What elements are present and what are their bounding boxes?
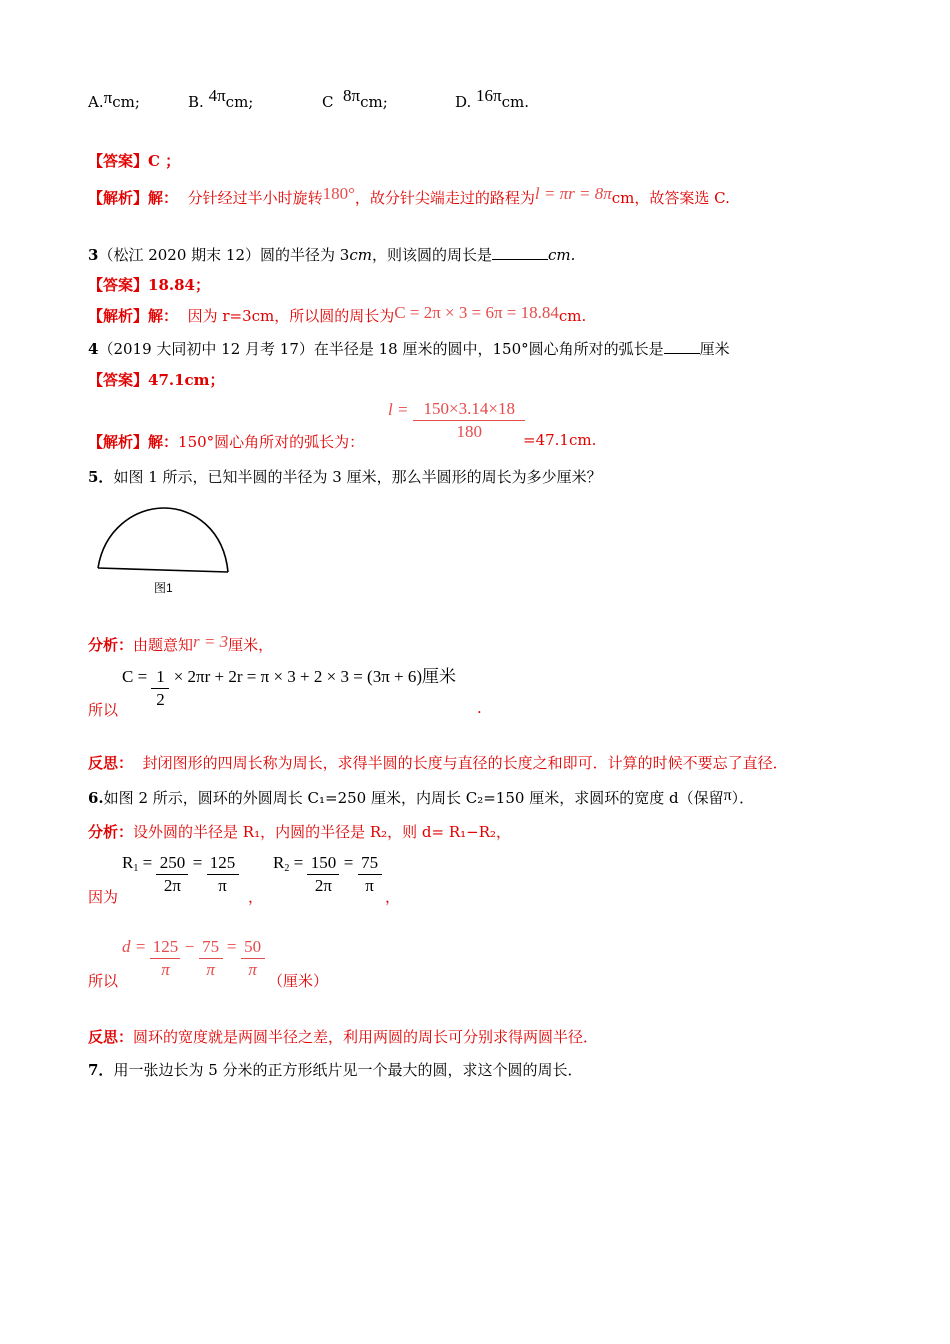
option-a: A.πcm; bbox=[88, 88, 140, 111]
q4-analysis: 【解析】解：150°圆心角所对的弧长为： bbox=[88, 433, 365, 451]
semicircle-diameter bbox=[98, 568, 228, 572]
q3-answer: 【答案】18.84； bbox=[88, 276, 210, 294]
q3-blank bbox=[492, 245, 548, 260]
q5-formula: C = $\frac{1}{2}$ × 2πr + 2r = π × 3 + 2 × 3 = (3π + 6)厘米 bbox=[122, 667, 457, 709]
q4-blank bbox=[664, 339, 700, 354]
q6-therefore: 所以 bbox=[88, 972, 119, 990]
q6-analysis: 分析：设外圆的半径是 R₁，内圆的半径是 R₂，则 d= R₁−R₂， bbox=[88, 823, 512, 841]
semicircle-figure bbox=[94, 500, 234, 578]
figure-caption: 图1 bbox=[154, 581, 173, 595]
q5-formula-end: . bbox=[477, 699, 482, 717]
q5-reflect: 反思： 封闭图形的四周长称为周长，求得半圆的长度与直径的长度之和即可．计算的时候不要忘了直径． bbox=[88, 754, 788, 772]
q3-analysis: 【解析】解： 因为 r=3cm，所以圆的周长为C = 2π × 3 = 6π = 18.84cm. bbox=[88, 303, 587, 325]
q2-answer: 【答案】C ； bbox=[88, 152, 181, 170]
q6-reflect: 反思：圆环的宽度就是两圆半径之差，利用两圆的周长可分别求得两圆半径． bbox=[88, 1028, 599, 1046]
q3-question: 3（松江 2020 期末 12）圆的半径为 3cm，则该圆的周长是 cm. bbox=[88, 246, 576, 264]
semicircle-arc bbox=[98, 508, 228, 572]
q6-comma-2: ， bbox=[385, 888, 401, 906]
q6-because: 因为 bbox=[88, 888, 119, 906]
q5-analysis: 分析：由题意知r = 3厘米， bbox=[88, 632, 274, 654]
q4-answer: 【答案】47.1cm； bbox=[88, 371, 225, 389]
q6-d-formula: d = $\frac{125}{\pi}$ − $\frac{75}{\pi}$ = $\frac{50}{\pi}$ bbox=[122, 936, 265, 981]
option-d: D. 16πcm. bbox=[455, 86, 530, 111]
q6-question: 6.如图 2 所示，圆环的外圆周长 C₁=250 厘米，内周长 C₂=150 厘米，求圆环的宽度 d（保留π）． bbox=[88, 787, 755, 807]
q4-formula: l = $\frac{150\times 3.14\times 18}{180}$ bbox=[388, 398, 525, 443]
q7-question: 7．用一张边长为 5 分米的正方形纸片见一个最大的圆，求这个圆的周长． bbox=[88, 1061, 583, 1079]
q5-therefore: 所以 bbox=[88, 701, 119, 719]
q6-radius-formulas: $R_1$ = $\frac{250}{2\pi}$ = $\frac{125}{\pi}$ $R_2$ = $\frac{150}{2\pi}$ = $\frac{75}{\pi}$ bbox=[122, 852, 382, 897]
option-b: B. 4πcm; bbox=[188, 86, 254, 111]
q6-d-unit: （厘米） bbox=[268, 972, 329, 990]
q6-comma-1: ， bbox=[248, 888, 264, 906]
q4-result: =47.1cm. bbox=[523, 431, 597, 449]
q2-analysis: 【解析】解： 分针经过半小时旋转180°，故分针尖端走过的路程为l = πr = 8πcm，故答案选 C. bbox=[88, 184, 730, 207]
q4-question: 4（2019 大同初中 12 月考 17）在半径是 18 厘米的圆中，150°圆心角所对的弧长是 厘米 bbox=[88, 340, 730, 358]
option-c: C 8πcm; bbox=[322, 86, 388, 111]
q5-question: 5．如图 1 所示，已知半圆的半径为 3 厘米，那么半圆形的周长为多少厘米？ bbox=[88, 468, 602, 486]
